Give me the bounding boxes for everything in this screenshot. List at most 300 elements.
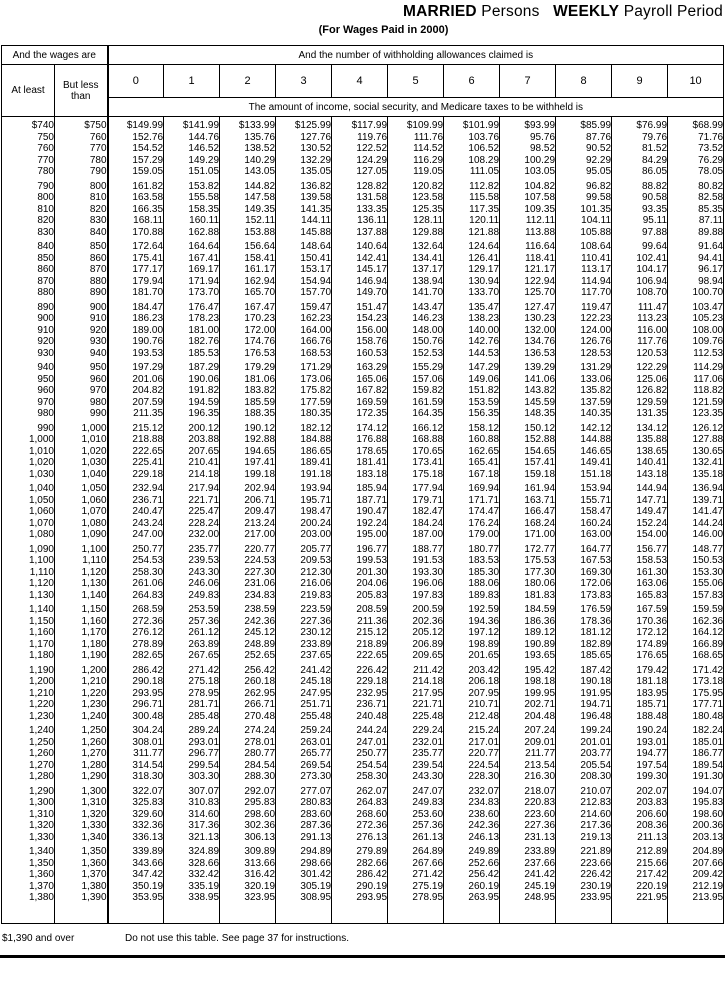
tax-value-cell: 202.71 <box>500 699 556 711</box>
tax-value-cell: 325.83 <box>108 797 164 809</box>
tax-value-cell: 211.77 <box>500 748 556 760</box>
tax-value-cell: 120.53 <box>612 348 668 360</box>
blank-cell <box>164 904 220 924</box>
tax-value-cell: 142.41 <box>332 253 388 265</box>
tax-value-cell: 97.88 <box>612 227 668 239</box>
tax-value-cell: 252.65 <box>220 650 276 662</box>
tax-value-cell: 173.18 <box>668 676 724 688</box>
tax-value-cell: 273.30 <box>276 771 332 783</box>
table-row <box>2 688 724 700</box>
table-row <box>2 809 724 821</box>
tax-value-cell: 139.71 <box>668 495 724 507</box>
tax-value-cell: 221.71 <box>164 495 220 507</box>
tax-value-cell: $68.99 <box>668 117 724 132</box>
tax-value-cell: 161.30 <box>612 567 668 579</box>
tax-value-cell: 221.95 <box>612 892 668 904</box>
table-row <box>2 117 724 132</box>
tax-value-cell: 223.66 <box>556 858 612 870</box>
tax-value-cell: 135.76 <box>220 132 276 144</box>
tax-value-cell: 216.06 <box>276 578 332 590</box>
tax-value-cell: 140.41 <box>612 457 668 469</box>
table-row <box>2 480 724 495</box>
wage-at-least-cell: 1,240 <box>28 725 54 736</box>
tax-value-cell: 189.54 <box>668 760 724 772</box>
tax-value-cell: 213.24 <box>220 518 276 530</box>
wage-at-least-cell: 1,280 <box>28 771 54 782</box>
wage-at-least-cell: 1,170 <box>28 638 54 650</box>
tax-value-cell: 217.01 <box>444 737 500 749</box>
tax-value-cell: 353.95 <box>108 892 164 904</box>
tax-value-cell: 243.30 <box>164 567 220 579</box>
tax-value-cell: 288.30 <box>220 771 276 783</box>
tax-value-cell: 154.52 <box>108 143 164 155</box>
blank-cell <box>444 904 500 924</box>
tax-value-cell: 264.83 <box>332 797 388 809</box>
tax-value-cell: 138.52 <box>220 143 276 155</box>
wage-at-least-cell: 1,370 <box>28 880 54 892</box>
tax-value-cell: 103.47 <box>668 299 724 314</box>
tax-value-cell: 173.83 <box>556 590 612 602</box>
tax-value-cell: 155.71 <box>556 495 612 507</box>
wage-at-least-cell: 1,060 <box>28 506 54 517</box>
tax-value-cell: 191.53 <box>388 555 444 567</box>
tax-value-cell: 113.88 <box>500 227 556 239</box>
tax-value-cell: 269.54 <box>276 760 332 772</box>
page-subtitle: (For Wages Paid in 2000) <box>318 24 449 36</box>
tax-value-cell: 139.58 <box>276 192 332 204</box>
wage-at-least-cell: $740 <box>31 120 54 131</box>
tax-value-cell: 169.59 <box>332 397 388 409</box>
header-row-columns <box>2 65 724 98</box>
tax-value-cell: 191.30 <box>668 771 724 783</box>
tax-value-cell: 149.47 <box>612 506 668 518</box>
tax-value-cell: 133.35 <box>332 204 388 216</box>
tax-value-cell: 185.65 <box>556 650 612 662</box>
wage-at-least-cell: 980 <box>37 408 54 419</box>
tax-value-cell: 126.76 <box>556 336 612 348</box>
tax-value-cell: 135.47 <box>444 299 500 314</box>
tax-value-cell: 133.06 <box>556 374 612 386</box>
table-row <box>2 616 724 628</box>
tax-value-cell: 198.60 <box>668 809 724 821</box>
table-row <box>2 627 724 639</box>
allowance-column-header: 8 <box>556 65 612 98</box>
tax-value-cell: 158.41 <box>220 253 276 265</box>
wage-but-less-cell: 820 <box>55 204 108 216</box>
tax-value-cell: 164.12 <box>668 627 724 639</box>
table-row <box>2 771 724 783</box>
wage-but-less-cell: 990 <box>55 408 108 420</box>
tax-value-cell: 90.52 <box>556 143 612 155</box>
tax-value-cell: 203.00 <box>276 529 332 541</box>
tax-value-cell: 209.42 <box>668 869 724 881</box>
tax-value-cell: 195.00 <box>332 529 388 541</box>
tax-value-cell: 154.65 <box>500 446 556 458</box>
tax-value-cell: 252.66 <box>444 858 500 870</box>
tax-value-cell: 129.17 <box>444 264 500 276</box>
tax-value-cell: 194.07 <box>668 783 724 798</box>
tax-value-cell: 318.30 <box>108 771 164 783</box>
tax-value-cell: 274.24 <box>220 722 276 737</box>
table-row <box>2 287 724 299</box>
tax-value-cell: 190.89 <box>500 639 556 651</box>
tax-value-cell: 316.42 <box>220 869 276 881</box>
tax-value-cell: 243.30 <box>388 771 444 783</box>
tax-value-cell: 176.59 <box>556 601 612 616</box>
tax-value-cell: 162.65 <box>444 446 500 458</box>
tax-value-cell: 310.83 <box>164 797 220 809</box>
header-row-amount <box>2 98 724 117</box>
tax-value-cell: 163.00 <box>556 529 612 541</box>
wage-but-less-cell: 1,020 <box>55 446 108 458</box>
tax-value-cell: 169.30 <box>556 567 612 579</box>
tax-value-cell: 135.18 <box>668 469 724 481</box>
table-row <box>2 166 724 178</box>
wage-at-least-cell: 750 <box>37 131 54 143</box>
tax-value-cell: 246.13 <box>444 832 500 844</box>
tax-value-cell: 187.29 <box>164 359 220 374</box>
tax-value-cell: 134.12 <box>612 420 668 435</box>
tax-value-cell: 164.64 <box>164 238 220 253</box>
tax-value-cell: 131.35 <box>612 408 668 420</box>
tax-value-cell: 98.52 <box>500 143 556 155</box>
wage-at-least-cell: 1,330 <box>28 831 54 843</box>
tax-value-cell: 151.18 <box>556 469 612 481</box>
tax-value-cell: 163.71 <box>500 495 556 507</box>
tax-value-cell: 131.58 <box>332 192 388 204</box>
tax-value-cell: 171.29 <box>276 359 332 374</box>
tax-value-cell: 150.41 <box>276 253 332 265</box>
tax-value-cell: 182.12 <box>276 420 332 435</box>
tax-value-cell: 163.58 <box>108 192 164 204</box>
tax-value-cell: 218.07 <box>500 783 556 798</box>
wage-but-less-cell: 1,000 <box>55 420 108 435</box>
tax-value-cell: 185.30 <box>444 567 500 579</box>
tax-value-cell: 150.12 <box>500 420 556 435</box>
tax-value-cell: 208.59 <box>332 601 388 616</box>
tax-value-cell: 124.29 <box>332 155 388 167</box>
tax-value-cell: 189.83 <box>444 590 500 602</box>
tax-value-cell: 168.11 <box>108 215 164 227</box>
tax-value-cell: 265.77 <box>276 748 332 760</box>
tax-value-cell: 209.01 <box>500 737 556 749</box>
tax-value-cell: 198.89 <box>444 639 500 651</box>
tax-value-cell: 148.00 <box>388 325 444 337</box>
tax-value-cell: 156.77 <box>612 541 668 556</box>
tax-value-cell: 322.07 <box>108 783 164 798</box>
tax-value-cell: 122.52 <box>332 143 388 155</box>
table-row <box>2 227 724 239</box>
wage-but-less-cell: 1,190 <box>55 650 108 662</box>
tax-value-cell: 153.17 <box>276 264 332 276</box>
tax-value-cell: 168.88 <box>388 434 444 446</box>
tax-value-cell: 139.29 <box>500 359 556 374</box>
tax-value-cell: 246.06 <box>164 578 220 590</box>
wage-at-least-cell: 1,000 <box>28 434 54 445</box>
tax-value-cell: 184.47 <box>108 299 164 314</box>
tax-value-cell: 120.11 <box>444 215 500 227</box>
tax-value-cell: 169.94 <box>444 480 500 495</box>
tax-value-cell: 258.30 <box>108 567 164 579</box>
allowance-column-header: 2 <box>220 65 276 98</box>
tax-value-cell: 262.95 <box>220 688 276 700</box>
tax-value-cell: 150.53 <box>668 555 724 567</box>
tax-value-cell: 99.64 <box>612 238 668 253</box>
tax-value-cell: 155.06 <box>668 578 724 590</box>
tax-value-cell: 249.83 <box>388 797 444 809</box>
tax-value-cell: 199.18 <box>220 469 276 481</box>
tax-value-cell: 130.94 <box>444 276 500 288</box>
wage-at-least-cell: 970 <box>37 396 54 408</box>
tax-value-cell: 163.06 <box>612 578 668 590</box>
tax-value-cell: 91.64 <box>668 238 724 253</box>
tax-value-cell: 152.53 <box>388 348 444 360</box>
tax-value-cell: 172.64 <box>108 238 164 253</box>
tax-value-cell: 321.13 <box>164 832 220 844</box>
tax-value-cell: 207.65 <box>164 446 220 458</box>
tax-value-cell: $149.99 <box>108 117 164 132</box>
tax-value-cell: 159.82 <box>388 385 444 397</box>
tax-value-cell: 204.06 <box>332 578 388 590</box>
table-row <box>2 276 724 288</box>
tax-value-cell: 129.59 <box>612 397 668 409</box>
tax-value-cell: 168.24 <box>500 518 556 530</box>
tax-value-cell: 165.41 <box>444 457 500 469</box>
tax-value-cell: 249.83 <box>164 590 220 602</box>
tax-value-cell: 203.77 <box>556 748 612 760</box>
tax-value-cell: 153.94 <box>556 480 612 495</box>
tax-value-cell: 247.00 <box>108 529 164 541</box>
tax-value-cell: 188.48 <box>612 711 668 723</box>
tax-value-cell: 256.42 <box>220 662 276 677</box>
tax-value-cell: 141.06 <box>500 374 556 386</box>
tax-value-cell: 203.13 <box>668 832 724 844</box>
tax-value-cell: 206.60 <box>612 809 668 821</box>
tax-value-cell: 197.41 <box>220 457 276 469</box>
table-row <box>2 555 724 567</box>
tax-value-cell: 108.29 <box>444 155 500 167</box>
tax-value-cell: 281.71 <box>164 699 220 711</box>
tax-value-cell: 243.24 <box>108 518 164 530</box>
tax-value-cell: 308.95 <box>276 892 332 904</box>
tax-value-cell: 95.05 <box>556 166 612 178</box>
wage-but-less-cell: 1,320 <box>55 809 108 821</box>
table-row <box>2 869 724 881</box>
tax-value-cell: 152.24 <box>612 518 668 530</box>
tax-value-cell: 217.36 <box>556 820 612 832</box>
table-row <box>2 858 724 870</box>
tax-value-cell: 128.82 <box>332 178 388 193</box>
tax-value-cell: 221.71 <box>388 699 444 711</box>
tax-value-cell: 181.41 <box>332 457 388 469</box>
tax-value-cell: 236.71 <box>108 495 164 507</box>
tax-value-cell: 224.54 <box>444 760 500 772</box>
tax-value-cell: 180.35 <box>276 408 332 420</box>
tax-value-cell: 170.88 <box>108 227 164 239</box>
tax-value-cell: 148.64 <box>276 238 332 253</box>
table-row <box>2 215 724 227</box>
tax-value-cell: 242.36 <box>444 820 500 832</box>
tax-value-cell: 167.59 <box>612 601 668 616</box>
tax-value-cell: 168.53 <box>276 348 332 360</box>
tax-value-cell: 172.77 <box>500 541 556 556</box>
tax-value-cell: 122.23 <box>556 313 612 325</box>
tax-value-cell: 138.65 <box>612 446 668 458</box>
tax-value-cell: 104.82 <box>500 178 556 193</box>
tax-value-cell: 190.24 <box>612 722 668 737</box>
tax-value-cell: 105.88 <box>556 227 612 239</box>
tax-value-cell: 195.83 <box>668 797 724 809</box>
tax-value-cell: 241.42 <box>500 869 556 881</box>
tax-value-cell: 154.23 <box>332 313 388 325</box>
tax-value-cell: 215.66 <box>612 858 668 870</box>
tax-value-cell: 191.18 <box>276 469 332 481</box>
tax-value-cell: 177.71 <box>668 699 724 711</box>
tax-value-cell: 221.89 <box>556 843 612 858</box>
at-least-header: At least <box>2 65 55 117</box>
table-row <box>2 601 724 616</box>
tax-value-cell: 146.23 <box>388 313 444 325</box>
tax-value-cell: 93.35 <box>612 204 668 216</box>
tax-value-cell: 268.59 <box>108 601 164 616</box>
tax-value-cell: 178.36 <box>556 616 612 628</box>
tax-value-cell: 254.53 <box>108 555 164 567</box>
tax-value-cell: 196.48 <box>556 711 612 723</box>
tax-value-cell: 121.88 <box>444 227 500 239</box>
tax-value-cell: 299.54 <box>164 760 220 772</box>
tax-value-cell: 291.13 <box>276 832 332 844</box>
tax-value-cell: 124.00 <box>556 325 612 337</box>
tax-value-cell: 290.18 <box>108 676 164 688</box>
tax-value-cell: 89.88 <box>668 227 724 239</box>
tax-value-cell: 182.76 <box>164 336 220 348</box>
tax-value-cell: 151.82 <box>444 385 500 397</box>
tax-value-cell: 98.94 <box>668 276 724 288</box>
tax-value-cell: 189.41 <box>276 457 332 469</box>
blank-cell <box>668 904 724 924</box>
allowances-group-header: And the number of withholding allowances claimed is <box>108 46 724 65</box>
tax-value-cell: 128.53 <box>556 348 612 360</box>
tax-value-cell: 194.77 <box>612 748 668 760</box>
blank-cell <box>220 904 276 924</box>
tax-value-cell: 229.18 <box>332 676 388 688</box>
tax-value-cell: 92.29 <box>556 155 612 167</box>
wage-at-least-cell: 1,100 <box>28 555 54 566</box>
table-row <box>2 457 724 469</box>
header-row-groups <box>2 46 724 65</box>
tax-value-cell: 108.00 <box>668 325 724 337</box>
tax-value-cell: 105.23 <box>668 313 724 325</box>
wage-at-least-cell: 760 <box>37 143 54 154</box>
tax-value-cell: 175.95 <box>668 688 724 700</box>
tax-value-cell: 198.47 <box>276 506 332 518</box>
tax-value-cell: 289.24 <box>164 722 220 737</box>
title-payroll-period: Payroll Period <box>623 3 723 20</box>
table-row <box>2 385 724 397</box>
tax-value-cell: 177.59 <box>276 397 332 409</box>
tax-value-cell: 119.47 <box>556 299 612 314</box>
tax-value-cell: 194.65 <box>220 446 276 458</box>
tax-value-cell: 225.41 <box>108 457 164 469</box>
over-amount-label: $1,390 and over <box>2 933 75 944</box>
tax-value-cell: 145.88 <box>276 227 332 239</box>
blank-cell <box>55 904 108 924</box>
tax-value-cell: 79.76 <box>612 132 668 144</box>
wage-at-least-cell: 890 <box>37 301 54 313</box>
bottom-rule <box>0 955 725 958</box>
wage-at-least-cell: 1,090 <box>28 543 54 555</box>
tax-value-cell: 143.82 <box>500 385 556 397</box>
tax-value-cell: $85.99 <box>556 117 612 132</box>
wage-but-less-cell: 1,310 <box>55 797 108 809</box>
tax-value-cell: 191.95 <box>556 688 612 700</box>
tax-value-cell: 129.88 <box>388 227 444 239</box>
tax-value-cell: 144.11 <box>276 215 332 227</box>
tax-value-cell: 257.36 <box>164 616 220 628</box>
wage-at-least-cell: 1,160 <box>28 627 54 638</box>
tax-value-cell: 296.71 <box>108 699 164 711</box>
tax-value-cell: 140.00 <box>444 325 500 337</box>
tax-value-cell: 208.30 <box>556 771 612 783</box>
tax-value-cell: 211.13 <box>612 832 668 844</box>
tax-value-cell: 88.82 <box>612 178 668 193</box>
tax-value-cell: 87.76 <box>556 132 612 144</box>
tax-value-cell: $76.99 <box>612 117 668 132</box>
tax-value-cell: 167.53 <box>556 555 612 567</box>
tax-value-cell: 320.19 <box>220 881 276 893</box>
tax-value-cell: 194.59 <box>164 397 220 409</box>
wage-at-least-cell: 1,290 <box>28 785 54 797</box>
tax-value-cell: 194.71 <box>556 699 612 711</box>
table-row <box>2 178 724 193</box>
tax-value-cell: 185.94 <box>332 480 388 495</box>
wage-at-least-cell: 1,050 <box>28 494 54 506</box>
tax-value-cell: 201.30 <box>332 567 388 579</box>
tax-value-cell: 166.76 <box>276 336 332 348</box>
tax-value-cell: $101.99 <box>444 117 500 132</box>
tax-value-cell: 232.94 <box>108 480 164 495</box>
tax-value-cell: 222.65 <box>332 650 388 662</box>
tax-value-cell: 231.06 <box>220 578 276 590</box>
tax-value-cell: 205.54 <box>556 760 612 772</box>
tax-value-cell: 307.07 <box>164 783 220 798</box>
tax-value-cell: 162.36 <box>668 616 724 628</box>
tax-value-cell: 193.65 <box>500 650 556 662</box>
tax-value-cell: 167.41 <box>164 253 220 265</box>
wage-at-least-cell: 1,180 <box>28 650 54 661</box>
tax-value-cell: 126.41 <box>444 253 500 265</box>
tax-value-cell: 111.76 <box>388 132 444 144</box>
wage-at-least-cell: 1,120 <box>28 578 54 589</box>
tax-value-cell: 181.00 <box>164 325 220 337</box>
wage-but-less-cell: 980 <box>55 397 108 409</box>
tax-value-cell: 154.94 <box>276 276 332 288</box>
tax-value-cell: 206.89 <box>388 639 444 651</box>
tax-value-cell: 160.53 <box>332 348 388 360</box>
tax-value-cell: 175.41 <box>108 253 164 265</box>
tax-value-cell: 166.35 <box>108 204 164 216</box>
wage-at-least-cell: 1,230 <box>28 710 54 722</box>
tax-value-cell: 234.83 <box>220 590 276 602</box>
tax-value-cell: 125.06 <box>612 374 668 386</box>
tax-value-cell: 96.17 <box>668 264 724 276</box>
wage-but-less-cell: 950 <box>55 359 108 374</box>
tax-value-cell: 135.05 <box>276 166 332 178</box>
tax-value-cell: 113.17 <box>556 264 612 276</box>
tax-value-cell: 183.18 <box>332 469 388 481</box>
wage-at-least-cell: 1,320 <box>28 820 54 831</box>
tax-value-cell: 126.82 <box>612 385 668 397</box>
